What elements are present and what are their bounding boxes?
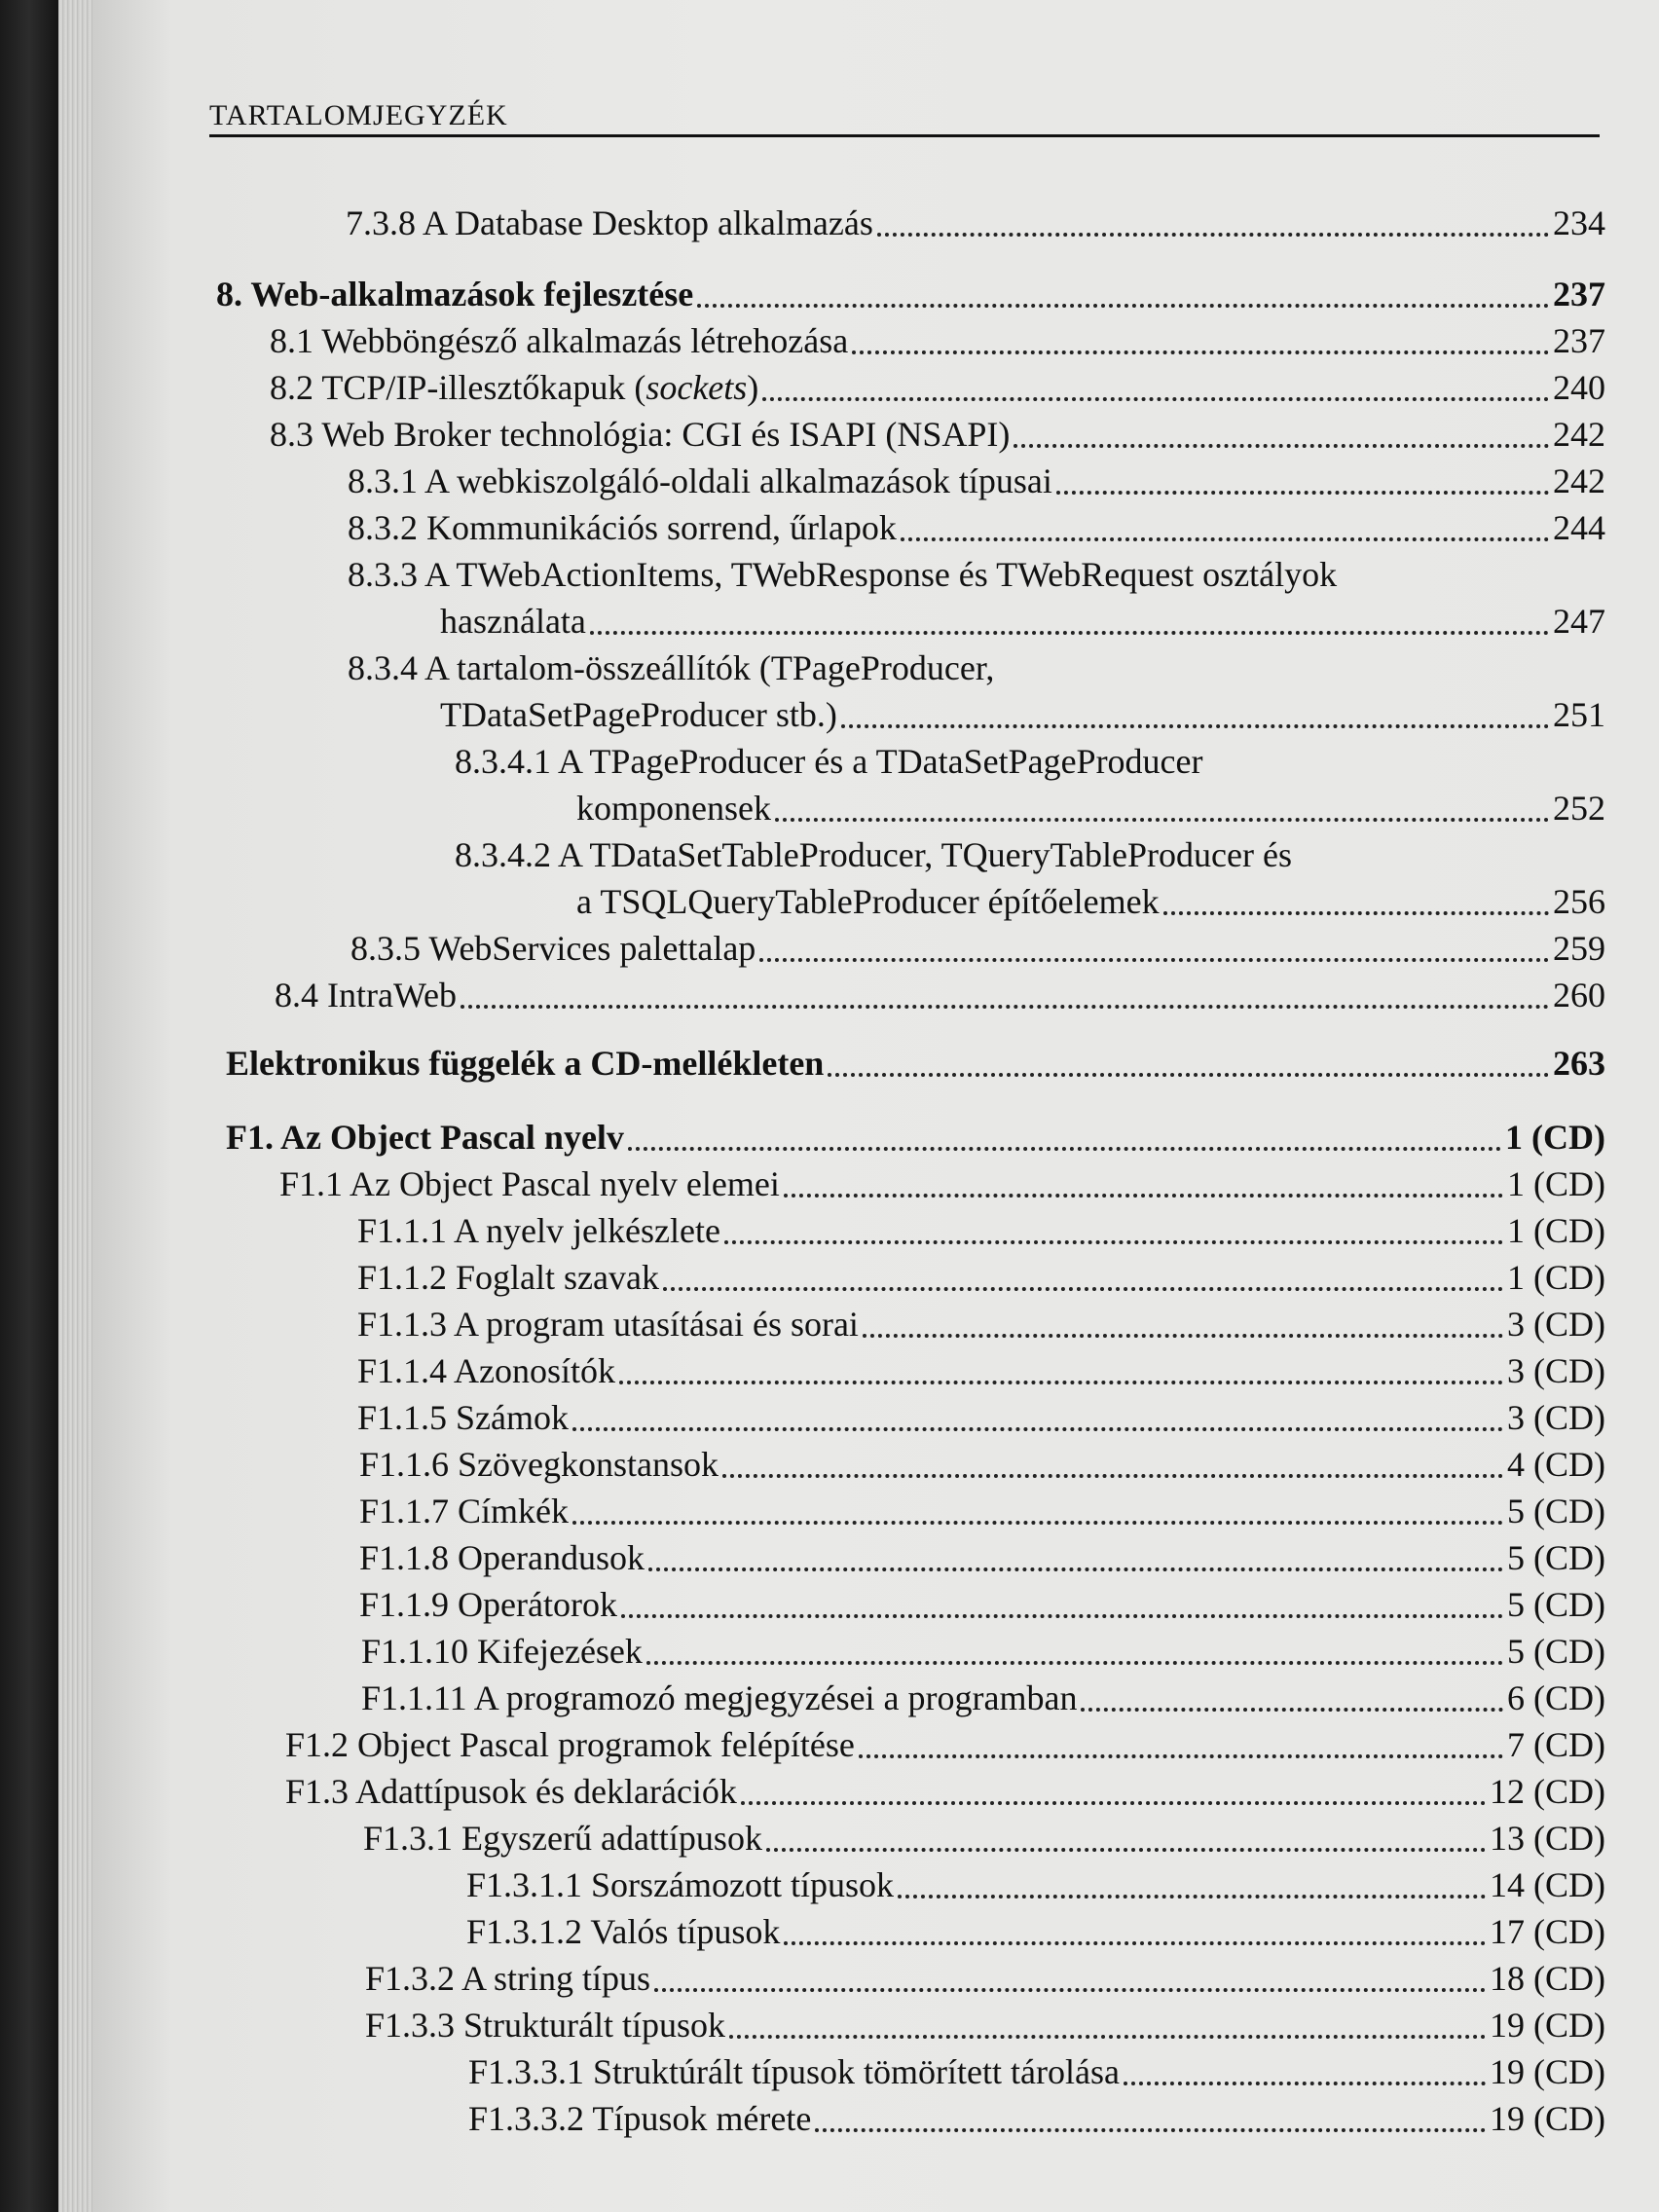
toc-entry: 8.2 TCP/IP-illesztőkapuk (sockets) 240 (270, 368, 1605, 407)
toc-entry: F1.1.3 A program utasításai és sorai 3 (CD) (357, 1305, 1605, 1344)
toc-entry-first-line: 8.3.4.1 A TPageProducer és a TDataSetPageProducer (455, 742, 1203, 781)
toc-entry: F1.1.6 Szövegkonstansok 4 (CD) (359, 1445, 1605, 1484)
toc-entry: 7.3.8 A Database Desktop alkalmazás 234 (346, 203, 1605, 242)
toc-entry: F1.1.9 Operátorok 5 (CD) (359, 1585, 1605, 1624)
toc-entry: F1.3 Adattípusok és deklarációk 12 (CD) (285, 1772, 1605, 1811)
toc-entry: F1.1.5 Számok 3 (CD) (357, 1398, 1605, 1437)
toc-entry: F1.1.8 Operandusok 5 (CD) (359, 1538, 1605, 1577)
toc-entry: 8.1 Webböngésző alkalmazás létrehozása 237 (270, 321, 1605, 360)
toc-entry: F1.3.1.2 Valós típusok 17 (CD) (466, 1912, 1605, 1951)
running-header: TARTALOMJEGYZÉK (209, 99, 508, 131)
toc-entry: F1.1 Az Object Pascal nyelv elemei 1 (CD) (279, 1164, 1605, 1203)
toc-entry: F1.1.11 A programozó megjegyzései a programban 6 (CD) (361, 1678, 1605, 1717)
toc-entry: F1.1.2 Foglalt szavak 1 (CD) (357, 1258, 1605, 1297)
toc-entry: használata 247 (440, 602, 1605, 641)
toc-entry: 8.3.2 Kommunikációs sorrend, űrlapok 244 (348, 508, 1605, 547)
toc-entry: F1.3.1 Egyszerű adattípusok 13 (CD) (363, 1819, 1605, 1858)
toc-entry: F1.1.1 A nyelv jelkészlete 1 (CD) (357, 1211, 1605, 1250)
toc-entry: F1.3.3.2 Típusok mérete 19 (CD) (468, 2099, 1605, 2138)
toc-entry: F1.3.3.1 Struktúrált típusok tömörített tárolása 19 (CD) (468, 2052, 1605, 2091)
toc-entry: 8.3.1 A webkiszolgáló-oldali alkalmazások típusai 242 (348, 461, 1605, 500)
toc-entry: 8.3.5 WebServices palettalap 259 (350, 929, 1605, 968)
toc-chapter: 8. Web-alkalmazások fejlesztése 237 (216, 275, 1605, 313)
toc-entry: komponensek 252 (576, 789, 1605, 828)
toc-entry: 8.3 Web Broker technológia: CGI és ISAPI (NSAPI) 242 (270, 415, 1605, 454)
toc-entry: F1.3.1.1 Sorszámozott típusok 14 (CD) (466, 1865, 1605, 1904)
toc-entry: F1.1.4 Azonosítók 3 (CD) (357, 1351, 1605, 1390)
toc-entry-first-line: 8.3.3 A TWebActionItems, TWebResponse és TWebRequest osztályok (348, 555, 1338, 594)
toc-entry-first-line: 8.3.4 A tartalom-összeállítók (TPageProducer, (348, 648, 995, 687)
toc-entry: F1.3.2 A string típus 18 (CD) (365, 1959, 1605, 1998)
toc-entry: F1.1.7 Címkék 5 (CD) (359, 1492, 1605, 1530)
toc-entry: a TSQLQueryTableProducer építőelemek 256 (576, 882, 1605, 921)
toc-chapter: F1. Az Object Pascal nyelv 1 (CD) (226, 1118, 1605, 1157)
toc-entry: TDataSetPageProducer stb.) 251 (440, 695, 1605, 734)
toc-entry-first-line: 8.3.4.2 A TDataSetTableProducer, TQueryTableProducer és (455, 835, 1292, 874)
toc-entry: 8.4 IntraWeb 260 (275, 976, 1605, 1014)
toc-chapter: Elektronikus függelék a CD-mellékleten 263 (226, 1044, 1605, 1083)
toc-entry: F1.2 Object Pascal programok felépítése 7 (CD) (285, 1725, 1605, 1764)
toc-entry: F1.1.10 Kifejezések 5 (CD) (361, 1632, 1605, 1671)
toc-entry: F1.3.3 Strukturált típusok 19 (CD) (365, 2006, 1605, 2045)
